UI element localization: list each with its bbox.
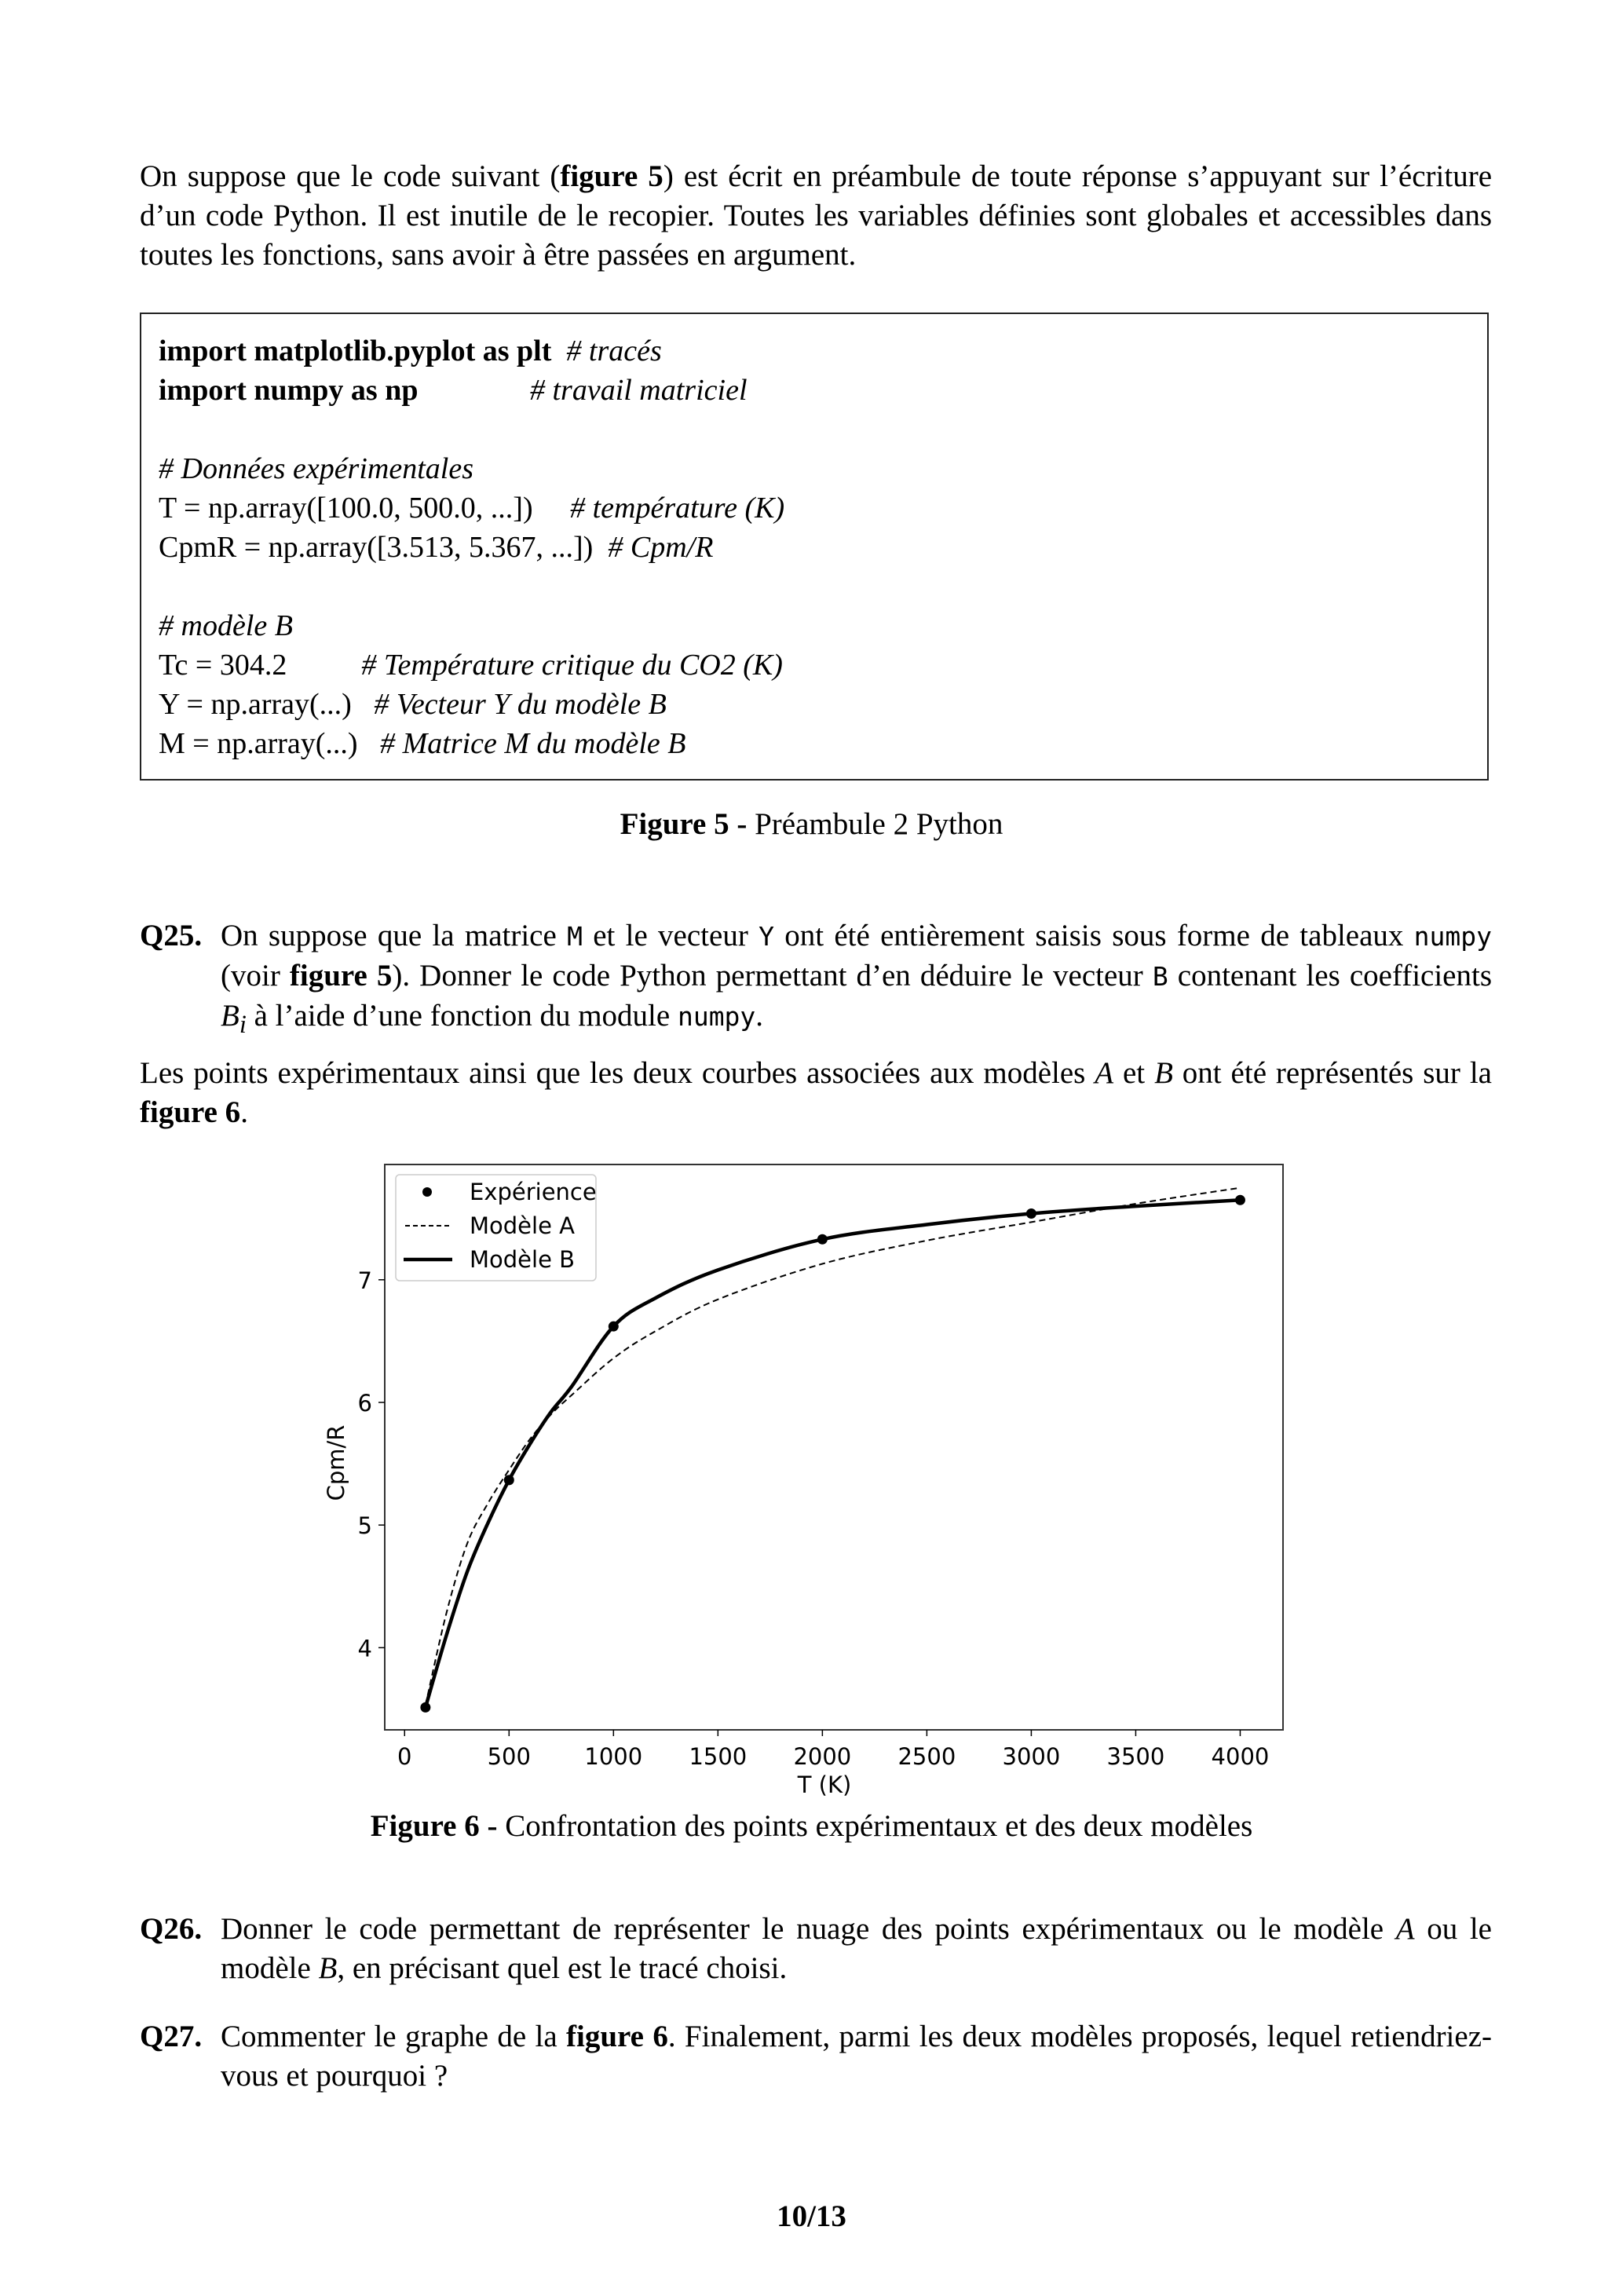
q25-t2: et le vecteur xyxy=(582,919,759,952)
figure5-ref: figure 5 xyxy=(560,159,663,193)
model-b-ref: B xyxy=(318,1951,338,1985)
q25-t8: . xyxy=(755,999,764,1033)
x-tick-label: 0 xyxy=(397,1743,412,1770)
x-tick-label: 500 xyxy=(487,1743,531,1770)
para2-t3: ont été représentés sur la xyxy=(1172,1056,1492,1090)
figure5-caption-label: Figure 5 - xyxy=(620,807,748,841)
q25-t4: (voir xyxy=(221,959,290,993)
experience-point xyxy=(504,1475,514,1485)
x-tick-label: 3500 xyxy=(1106,1743,1165,1770)
figure5-ref: figure 5 xyxy=(289,959,393,993)
q25-t7: à l’aide d’une fonction du module xyxy=(246,999,678,1033)
x-tick-label: 1500 xyxy=(689,1743,748,1770)
question-q27 xyxy=(140,2017,1492,2096)
q27-t1: Commenter le graphe de la xyxy=(221,2020,567,2053)
q25-t6: contenant les coefficients xyxy=(1168,959,1493,993)
model-a-ref: A xyxy=(1395,1912,1415,1946)
intro-text-1: On suppose que le code suivant ( xyxy=(140,159,561,193)
numpy-ref: numpy xyxy=(1413,921,1493,952)
model-a-ref: A xyxy=(1095,1056,1114,1090)
q26-text xyxy=(221,1910,1492,1988)
y-axis-label: Cpm/R xyxy=(323,1424,349,1501)
x-axis-label: T (K) xyxy=(797,1771,852,1798)
code-comment: # Température critique du CO2 (K) xyxy=(361,649,783,682)
x-tick-label: 3000 xyxy=(1002,1743,1061,1770)
q26-t1: Donner le code permettant de représenter le nuage des points expérimentaux ou le modèle xyxy=(221,1912,1396,1946)
code-comment: # Données expérimentales xyxy=(159,452,473,485)
q27-t2: . Finalement, parmi les deux modèles proposés, lequel retiendriez-vous et pourquoi ? xyxy=(221,2020,1492,2093)
q27-number: Q27. xyxy=(140,2020,203,2053)
figure6-caption-label: Figure 6 - xyxy=(370,1809,498,1843)
legend-label: Modèle A xyxy=(470,1212,575,1239)
legend-label: Modèle B xyxy=(470,1246,576,1273)
code-statement: Y = np.array(...) xyxy=(159,688,352,721)
x-tick-label: 2000 xyxy=(793,1743,852,1770)
code-statement: T = np.array([100.0, 500.0, ...]) xyxy=(159,492,533,525)
code-comment: # température (K) xyxy=(570,492,785,525)
q25-number: Q25. xyxy=(140,919,203,952)
experience-point xyxy=(1235,1195,1245,1205)
para2-t4: . xyxy=(240,1095,248,1129)
y-tick-label: 6 xyxy=(357,1389,372,1417)
figure6-ref: figure 6 xyxy=(566,2020,668,2053)
experience-point xyxy=(1026,1208,1036,1219)
q27-text xyxy=(221,2017,1492,2096)
q26-t3: , en précisant quel est le tracé choisi. xyxy=(337,1951,788,1985)
code-comment: # travail matriciel xyxy=(529,374,748,407)
page-number: 10/13 xyxy=(777,2199,846,2233)
experience-point xyxy=(420,1702,430,1713)
x-tick-label: 4000 xyxy=(1211,1743,1270,1770)
code-comment: # Vecteur Y du modèle B xyxy=(374,688,667,721)
experience-point xyxy=(609,1322,619,1332)
figure6-ref: figure 6 xyxy=(140,1095,241,1129)
figure6-caption xyxy=(0,1808,1623,1844)
y-tick-label: 4 xyxy=(357,1635,372,1662)
code-comment: # Matrice M du modèle B xyxy=(380,727,686,760)
q25-t5: ). Donner le code Python permettant d’en déduire le vecteur xyxy=(392,959,1153,993)
y-tick-label: 7 xyxy=(357,1267,372,1294)
y-tick-label: 5 xyxy=(357,1512,372,1540)
numpy-ref: numpy xyxy=(677,1001,756,1032)
legend-label: Expérience xyxy=(470,1179,597,1205)
coef-index: i xyxy=(239,1010,247,1039)
q25-t1: On suppose que la matrice xyxy=(221,919,568,952)
code-statement: import numpy as np xyxy=(159,374,419,407)
para2-t1: Les points expérimentaux ainsi que les deux courbes associées aux modèles xyxy=(140,1056,1095,1090)
code-comment: # Cpm/R xyxy=(608,531,714,564)
var-Y: Y xyxy=(758,921,774,952)
code-statement: import matplotlib.pyplot as plt xyxy=(159,335,552,367)
q26-t2: ou le modèle xyxy=(221,1912,1492,1985)
coef-B: B xyxy=(221,999,239,1033)
code-statement: M = np.array(...) xyxy=(159,727,358,760)
code-comment: # modèle B xyxy=(159,609,293,642)
experience-point xyxy=(817,1234,828,1245)
var-B: B xyxy=(1152,961,1168,992)
figure5-caption-text: Préambule 2 Python xyxy=(747,807,1003,841)
question-q26 xyxy=(140,1910,1492,1988)
code-statement: Tc = 304.2 xyxy=(159,649,287,682)
code-comment: # tracés xyxy=(566,335,662,367)
q26-number: Q26. xyxy=(140,1912,203,1946)
figure6-caption-text: Confrontation des points expérimentaux et des deux modèles xyxy=(497,1809,1253,1843)
para2-t2: et xyxy=(1113,1056,1155,1090)
legend-point-icon xyxy=(422,1187,432,1197)
q25-t3: ont été entièrement saisis sous forme de tableaux xyxy=(773,919,1414,952)
var-M: M xyxy=(567,921,583,952)
code-statement: CpmR = np.array([3.513, 5.367, ...]) xyxy=(159,531,594,564)
model-b-ref: B xyxy=(1154,1056,1173,1090)
intro-text-2: ) est écrit en préambule de toute réponse s’appuyant sur l’écriture d’un code Python. Il est inutile de le recopier. Toutes les variables définies sont globales et accessibles dans toutes les fonctions, sans avoir à être passées en argument. xyxy=(140,159,1492,272)
x-tick-label: 1000 xyxy=(584,1743,643,1770)
x-tick-label: 2500 xyxy=(897,1743,956,1770)
